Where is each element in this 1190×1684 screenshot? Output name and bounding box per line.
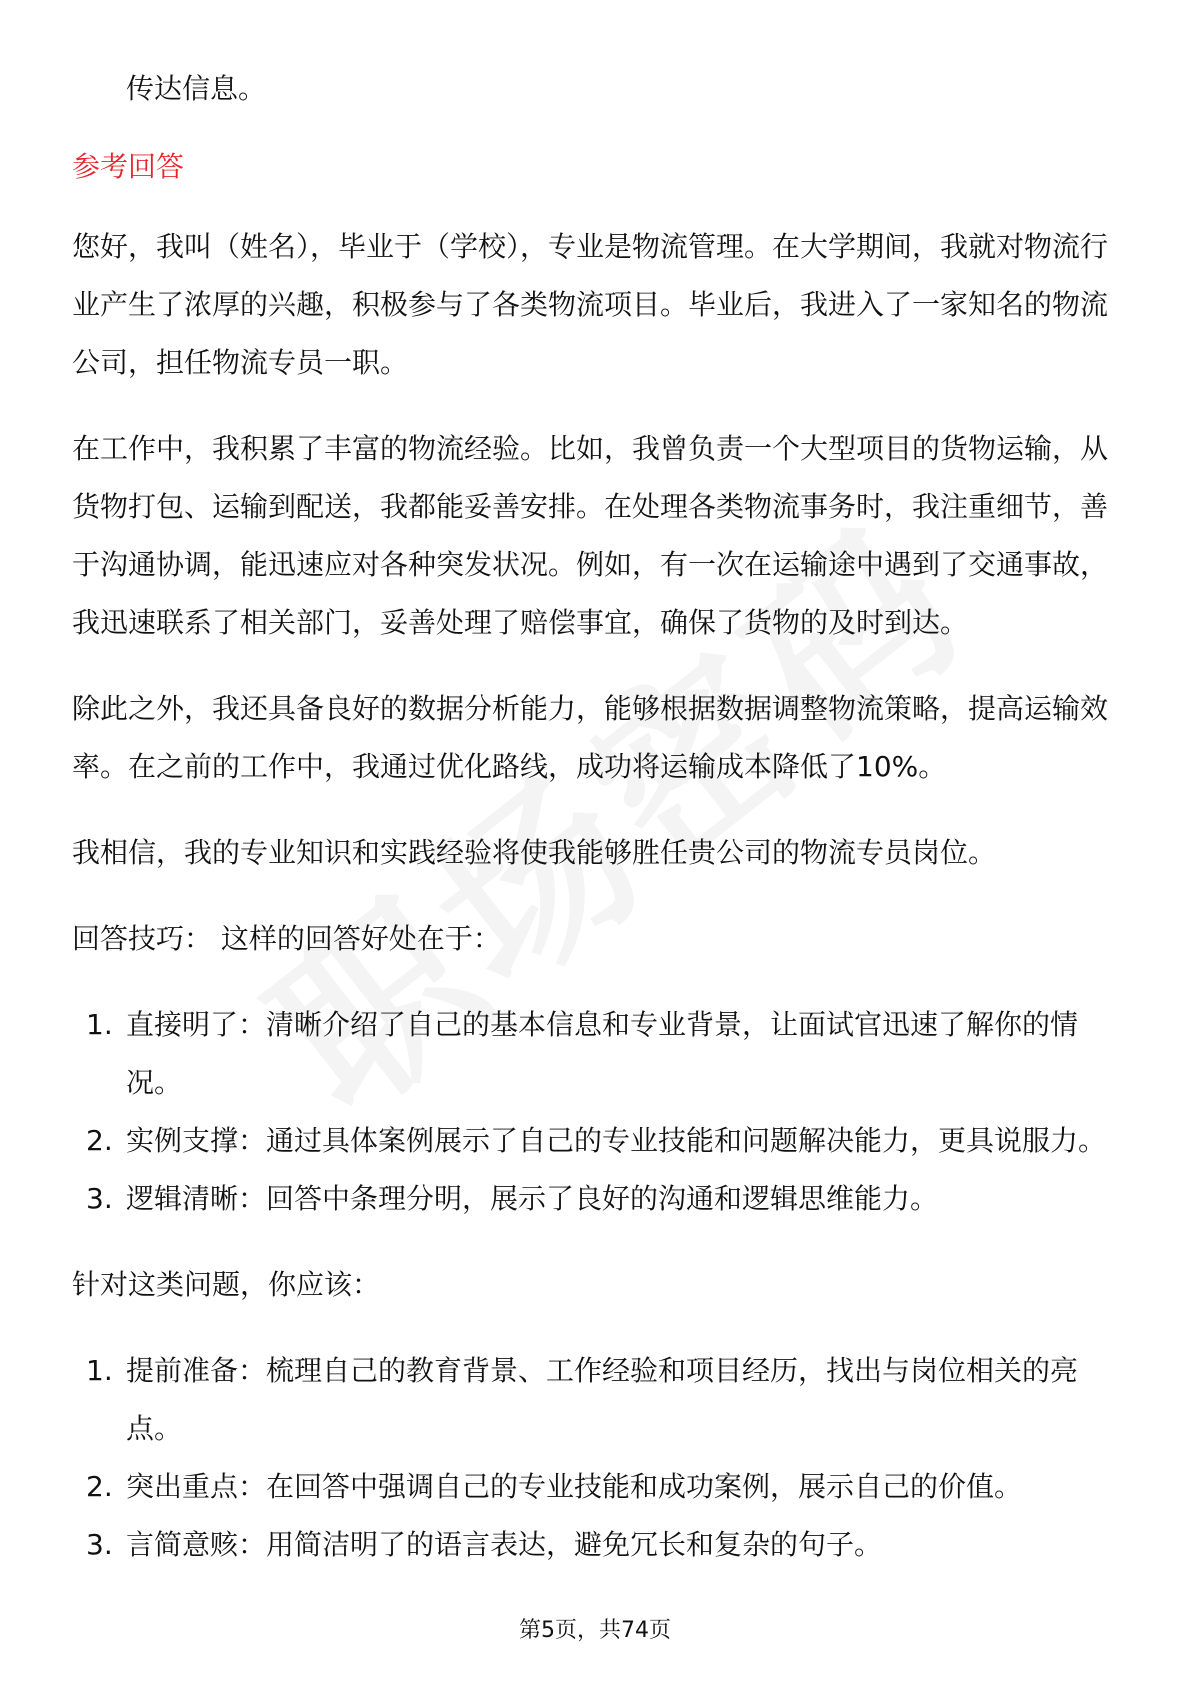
list-number: 2. xyxy=(86,1124,113,1157)
list-item-text: 突出重点：在回答中强调自己的专业技能和成功案例，展示自己的价值。 xyxy=(126,1470,1023,1503)
list-number: 2. xyxy=(86,1470,113,1503)
tips-intro: 回答技巧： 这样的回答好处在于： xyxy=(72,922,501,955)
list-number: 3. xyxy=(86,1182,113,1215)
continuation-text: 传达信息。 xyxy=(126,72,267,105)
list-number: 1. xyxy=(86,1008,113,1041)
list-item-text: 实例支撑：通过具体案例展示了自己的专业技能和问题解决能力，更具说服力。 xyxy=(126,1124,1107,1157)
list-item xyxy=(72,996,1122,1112)
section-heading: 参考回答 xyxy=(72,150,185,183)
list-number: 3. xyxy=(86,1528,113,1561)
answer-paragraph-2: 在工作中，我积累了丰富的物流经验。比如，我曾负责一个大型项目的货物运输，从货物打包、运输到配送，我都能妥善安排。在处理各类物流事务时，我注重细节，善于沟通协调，能迅速应对各种突发状况。例如，有一次在运输途中遇到了交通事故，我迅速联系了相关部门，妥善处理了赔偿事宜，确保了货物的及时到达。 xyxy=(72,432,1109,639)
advice-intro: 针对这类问题，你应该： xyxy=(72,1268,381,1301)
list-number: 1. xyxy=(86,1354,113,1387)
tips-list xyxy=(72,996,1122,1228)
answer-paragraph-4: 我相信，我的专业知识和实践经验将使我能够胜任贵公司的物流专员岗位。 xyxy=(72,836,997,869)
list-item-text: 提前准备：梳理自己的教育背景、工作经验和项目经历，找出与岗位相关的亮点。 xyxy=(126,1354,1079,1445)
page-footer: 第5页，共74页 xyxy=(519,1618,671,1643)
list-item xyxy=(72,1112,1122,1170)
answer-paragraph-3: 除此之外，我还具备良好的数据分析能力，能够根据数据调整物流策略，提高运输效率。在之前的工作中，我通过优化路线，成功将运输成本降低了10%。 xyxy=(72,692,1109,783)
list-item xyxy=(72,1342,1122,1458)
list-item-text: 逻辑清晰：回答中条理分明，展示了良好的沟通和逻辑思维能力。 xyxy=(126,1182,939,1215)
page-content xyxy=(72,60,1122,1602)
list-item xyxy=(72,1516,1122,1574)
answer-paragraph-1: 您好，我叫（姓名），毕业于（学校），专业是物流管理。在大学期间，我就对物流行业产生了浓厚的兴趣，积极参与了各类物流项目。毕业后，我进入了一家知名的物流公司，担任物流专员一职。 xyxy=(72,230,1109,379)
list-item-text: 言简意赅：用简洁明了的语言表达，避免冗长和复杂的句子。 xyxy=(126,1528,883,1561)
advice-list xyxy=(72,1342,1122,1574)
list-item xyxy=(72,1458,1122,1516)
list-item-text: 直接明了：清晰介绍了自己的基本信息和专业背景，让面试官迅速了解你的情况。 xyxy=(126,1008,1079,1099)
list-item xyxy=(72,1170,1122,1228)
